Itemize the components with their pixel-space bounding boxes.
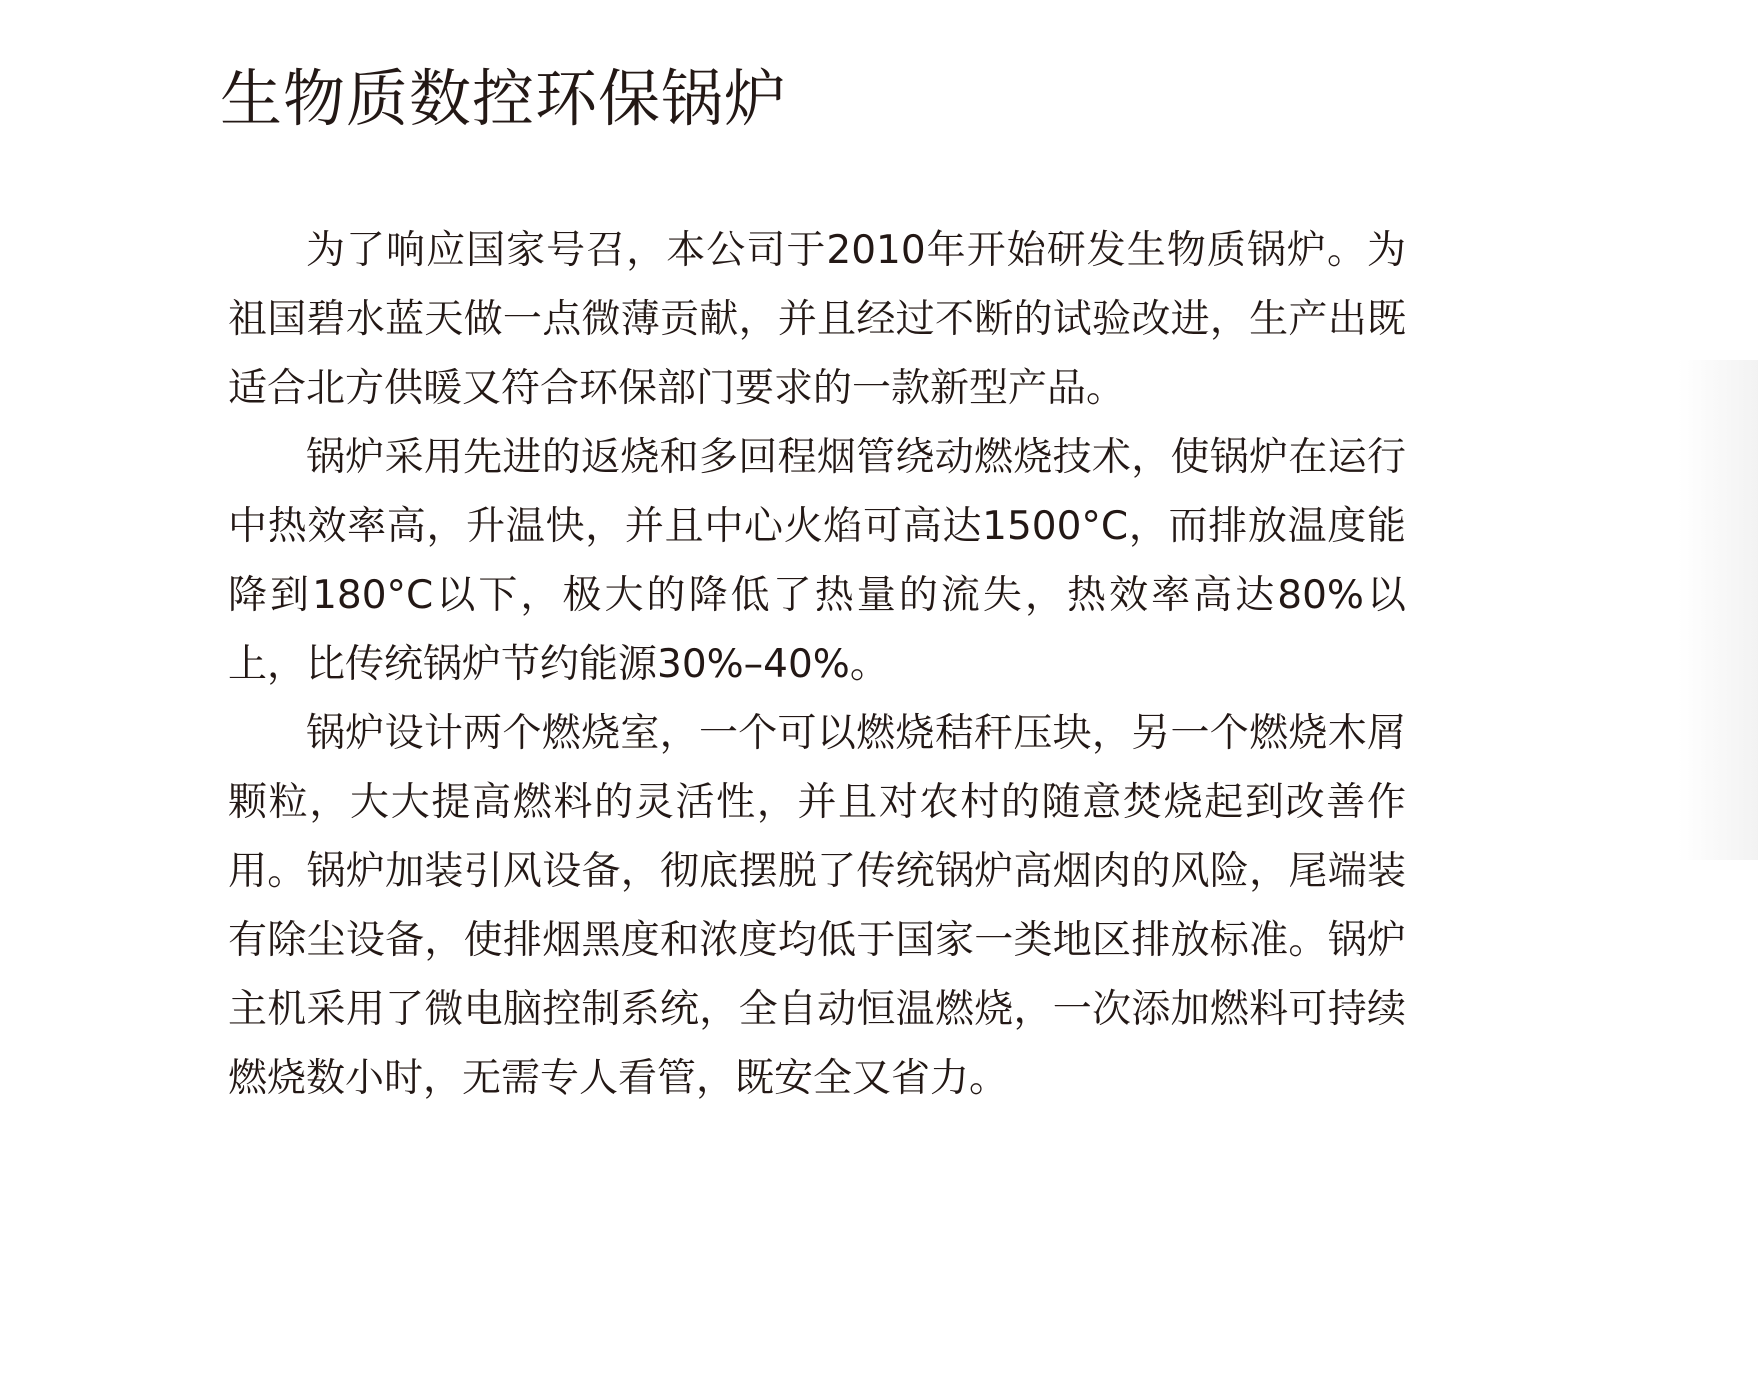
document-body	[228, 216, 1406, 1113]
edge-shadow	[1678, 360, 1758, 860]
page-title: 生物质数控环保锅炉	[220, 62, 788, 135]
paragraph-design: 锅炉设计两个燃烧室，一个可以燃烧秸秆压块，另一个燃烧木屑颗粒，大大提高燃料的灵活性，并且对农村的随意焚烧起到改善作用。锅炉加装引风设备，彻底摆脱了传统锅炉高烟肉的风险，尾端装有除尘设备，使排烟黑度和浓度均低于国家一类地区排放标准。锅炉主机采用了微电脑控制系统，全自动恒温燃烧，一次添加燃料可持续燃烧数小时，无需专人看管，既安全又省力。	[228, 711, 1406, 1101]
paragraph-intro: 为了响应国家号召，本公司于2010年开始研发生物质锅炉。为祖国碧水蓝天做一点微薄贡献，并且经过不断的试验改进，生产出既适合北方供暖又符合环保部门要求的一款新型产品。	[228, 228, 1406, 411]
paragraph-technology: 锅炉采用先进的返烧和多回程烟管绕动燃烧技术，使锅炉在运行中热效率高，升温快，并且中心火焰可高达1500°C，而排放温度能降到180°C以下，极大的降低了热量的流失，热效率高达80%以上，比传统锅炉节约能源30%–40%。	[228, 435, 1406, 687]
